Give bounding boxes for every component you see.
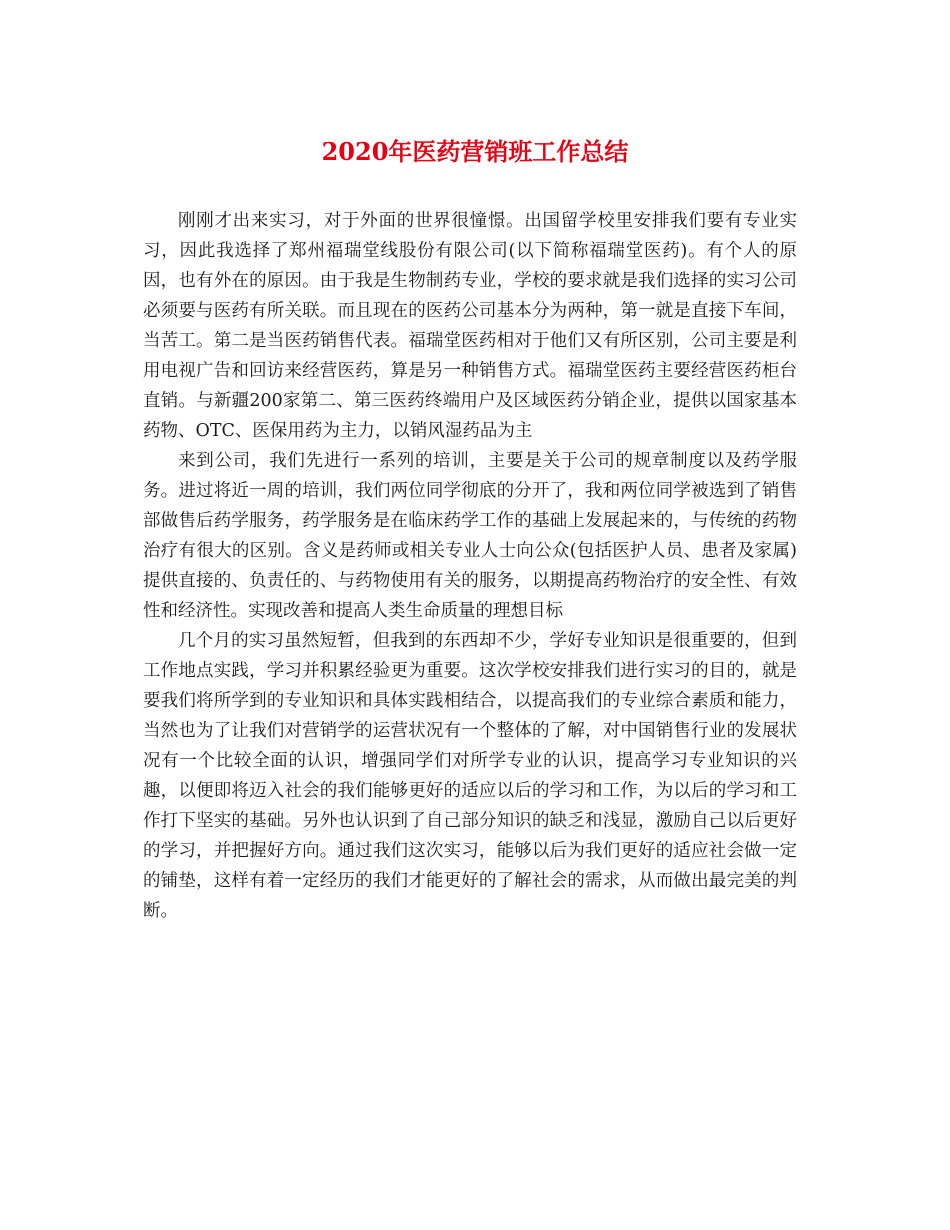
paragraph: 来到公司，我们先进行一系列的培训，主要是关于公司的规章制度以及药学服务。进过将近一周的培训，我们两位同学彻底的分开了，我和两位同学被选到了销售部做售后药学服务，药学服务是在临床药学工作的基础上发展起来的，与传统的药物治疗有很大的区别。含义是药师或相关专业人士向公众(包括医护人员、患者及家属)提供直接的、负责任的、与药物使用有关的服务，以期提高药物治疗的安全性、有效性和经济性。实现改善和提高人类生命质量的理想目标 — [143, 451, 797, 621]
document-title: 2020年医药营销班工作总结 — [321, 137, 629, 166]
paragraph: 几个月的实习虽然短暂，但我到的东西却不少，学好专业知识是很重要的，但到工作地点实践，学习并积累经验更为重要。这次学校安排我们进行实习的目的，就是要我们将所学到的专业知识和具体实践相结合，以提高我们的专业综合素质和能力，当然也为了让我们对营销学的运营状况有一个整体的了解，对中国销售行业的发展状况有一个比较全面的认识，增强同学们对所学专业的认识，提高学习专业知识的兴趣，以便即将迈入社会的我们能够更好的适应以后的学习和工作，为以后的学习和工作打下坚实的基础。另外也认识到了自己部分知识的缺乏和浅显，激励自己以后更好的学习，并把握好方向。通过我们这次实习，能够以后为我们更好的适应社会做一定的铺垫，这样有着一定经历的我们才能更好的了解社会的需求，从而做出最完美的判断。 — [143, 631, 797, 921]
document-body — [143, 206, 797, 926]
paragraph: 刚刚才出来实习，对于外面的世界很憧憬。出国留学校里安排我们要有专业实习，因此我选择了郑州福瑞堂线股份有限公司(以下简称福瑞堂医药)。有个人的原因，也有外在的原因。由于我是生物制药专业，学校的要求就是我们选择的实习公司必须要与医药有所关联。而且现在的医药公司基本分为两种，第一就是直接下车间，当苦工。第二是当医药销售代表。福瑞堂医药相对于他们又有所区别，公司主要是利用电视广告和回访来经营医药，算是另一种销售方式。福瑞堂医药主要经营医药柜台直销。与新疆200家第二、第三医药终端用户及区域医药分销企业，提供以国家基本药物、OTC、医保用药为主力，以销风湿药品为主 — [143, 211, 797, 441]
